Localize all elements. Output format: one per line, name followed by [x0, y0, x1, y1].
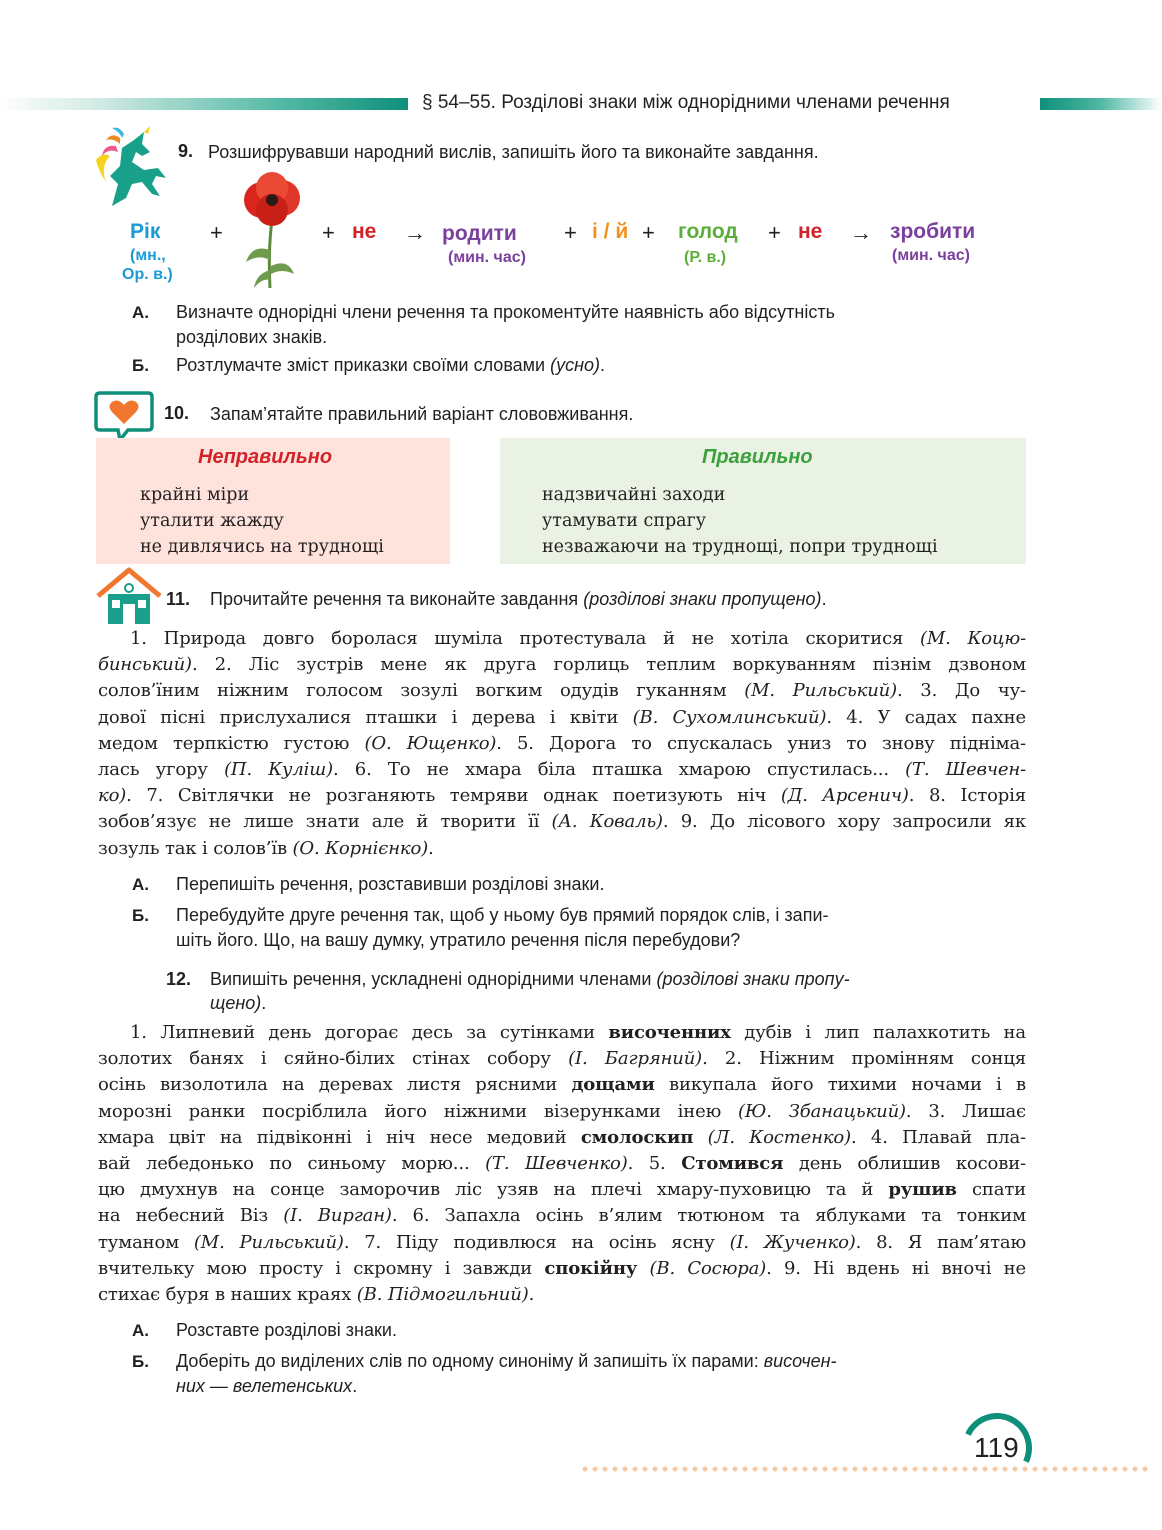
- highlighted-word: дощами: [571, 1074, 655, 1096]
- citation-author: (Т. Шевченко): [485, 1153, 628, 1175]
- sentence-text: вчительку мою просту і скромну і завжди: [98, 1257, 545, 1279]
- task-12-b-end: .: [352, 1376, 358, 1396]
- sentence-text: на небесний Віз: [98, 1205, 284, 1227]
- rebus-arrow-1: →: [404, 220, 426, 245]
- sentence-text: . 6. Запахла осінь в’ялим тютюном та яблуками та тонким: [391, 1205, 1026, 1227]
- header-bar-left: [0, 98, 408, 110]
- rebus-plus-4: +: [642, 220, 655, 245]
- task-12-italic-1: (розділові знаки пропу-: [656, 969, 850, 989]
- header-bar-right: [1040, 98, 1162, 110]
- wrong-usage-item: уталити жажду: [140, 511, 284, 531]
- citation-author: (А. Коваль): [551, 811, 663, 833]
- task-9-b-italic: (усно): [550, 355, 601, 375]
- rebus-plus-1: +: [210, 220, 223, 245]
- sentence-text: . 5. Дорога то спускалась униз то знову підніма-: [496, 732, 1026, 754]
- rebus-word-roditi: родити: [442, 222, 517, 245]
- citation-author: (М. Коцю-: [920, 628, 1026, 649]
- task-12-number: 12.: [166, 969, 192, 989]
- sentence-text: . 2. Ніжним промінням сонця: [702, 1048, 1026, 1070]
- sentence-text: . 7. Світлячки не розганяють темряви однак поетизують ніч: [126, 785, 781, 807]
- sentence-text: стихає буря в наших краях: [98, 1284, 357, 1306]
- sentence-text: зобов’язує не лише знати але й творити її: [98, 811, 552, 833]
- rebus-note-rik-1: (мн.,: [130, 247, 166, 264]
- rebus-i-y: і / й: [592, 220, 629, 243]
- task-9-a-letter: А.: [132, 303, 149, 322]
- text-line: [98, 1151, 1026, 1177]
- task-11-a-text: Перепишіть речення, розставивши розділові знаки.: [176, 874, 605, 894]
- footer-dotted-line: [580, 1465, 1150, 1473]
- sentence-text: хмара цвіт на підвіконні і ніч несе медовий: [98, 1126, 581, 1148]
- task-12-b-italic-1: височен-: [763, 1351, 837, 1371]
- sentence-text: медом терпкістю густою: [98, 732, 365, 754]
- task-11-heading: [210, 587, 827, 611]
- sentence-text: викупала його тихими ночами і в: [654, 1074, 1026, 1096]
- rebus-ne-2: не: [798, 220, 823, 243]
- task-11-a-letter: А.: [132, 875, 149, 894]
- sentence-text: 1. Липневий день догорає десь за сутінками: [130, 1022, 609, 1043]
- task-10-text: Запам’ятайте правильний варіант слововживання.: [210, 404, 634, 424]
- citation-author: (О. Корнієнко): [292, 837, 429, 859]
- text-line: [98, 1125, 1026, 1151]
- task-12-text: Випишіть речення, ускладнені однорідними членами: [210, 969, 652, 989]
- rebus-note-roditi: (мин. час): [448, 249, 526, 266]
- sentence-text: вай лебедонько по синьому морю...: [98, 1153, 486, 1175]
- text-line: [98, 652, 1026, 678]
- citation-author: бинський): [98, 654, 192, 676]
- sentence-text: . 5.: [627, 1153, 682, 1175]
- page-number: 119: [974, 1432, 1019, 1463]
- task-12-sentences: [98, 1020, 1026, 1308]
- citation-author: (Ю. Збанацький): [738, 1100, 906, 1122]
- wrong-usage-box: [96, 438, 450, 564]
- sentence-text: спати: [956, 1179, 1026, 1201]
- sentence-text: . 3. До чу-: [896, 680, 1026, 702]
- task-11-number: 11.: [166, 589, 191, 609]
- citation-author: (В. Сосюра): [649, 1257, 767, 1279]
- sentence-text: цю дмухнув на сонце заморочив ліс узяв на плечі хмару-пуховицю та й: [98, 1179, 889, 1201]
- sentence-text: солов’їним ніжним голосом зозулі вогким одудів гуканням: [98, 680, 745, 702]
- text-line: [98, 705, 1026, 731]
- sentence-text: . 4. Плавай пла-: [850, 1126, 1026, 1148]
- task-12-italic-2: щено): [210, 993, 262, 1013]
- sentence-text: лась угору: [98, 759, 225, 781]
- text-line: [98, 1020, 1026, 1046]
- text-line: [98, 731, 1026, 757]
- task-9-a-line-1: Визначте однорідні члени речення та прокоментуйте наявність або відсутність: [176, 302, 835, 322]
- sentence-text: .: [528, 1284, 535, 1306]
- task-9-number: 9.: [178, 141, 194, 161]
- rebus-note-golod: (Р. в.): [684, 249, 727, 266]
- highlighted-word: Стомився: [681, 1153, 784, 1175]
- sentence-text: . 7. Піду подивлюся на осінь ясну: [343, 1231, 730, 1253]
- task-11-b-letter: Б.: [132, 906, 149, 925]
- citation-author: (О. Ющенко): [364, 732, 497, 754]
- task-12-heading-line-2: [210, 991, 266, 1015]
- sentence-text: . 3. Лишає: [905, 1100, 1026, 1122]
- task-12-b-letter: Б.: [132, 1352, 149, 1371]
- task-11-italic: (розділові знаки пропущено): [583, 589, 822, 609]
- sentence-text: [693, 1127, 707, 1148]
- rebus-note-rik-2: Ор. в.): [122, 266, 173, 283]
- rebus-plus-5: +: [768, 220, 781, 245]
- rebus-word-zrobiti: зробити: [890, 220, 976, 243]
- citation-author: (М. Рильський): [744, 680, 897, 702]
- highlighted-word: рушив: [888, 1179, 957, 1201]
- right-usage-box: [500, 438, 1026, 564]
- right-usage-title: Правильно: [702, 446, 813, 468]
- text-line: [98, 1046, 1026, 1072]
- highlighted-word: спокійну: [544, 1257, 638, 1279]
- wrong-usage-item: не дивлячись на труднощі: [140, 537, 384, 557]
- task-11-sentences: [98, 626, 1026, 862]
- task-11-b-line-2: шіть його. Що, на вашу думку, утратило речення після перебудови?: [176, 930, 741, 950]
- sentence-text: [637, 1258, 649, 1279]
- citation-author: (Т. Шевчен-: [905, 759, 1027, 781]
- sentence-text: . 8. Я пам’ятаю: [855, 1231, 1027, 1253]
- task-9-b-line: [176, 353, 605, 378]
- right-usage-item: надзвичайні заходи: [542, 485, 726, 505]
- right-usage-item: незважаючи на труднощі, попри труднощі: [542, 537, 938, 557]
- sentence-text: . 4. У садах пахне: [826, 706, 1026, 728]
- rebus-ne-1: не: [352, 220, 377, 243]
- citation-author: (В. Сухомлинський): [632, 706, 827, 728]
- task-9-b-letter: Б.: [132, 356, 149, 375]
- sentence-text: . 9. До лісового хору запросили як: [662, 811, 1026, 833]
- citation-author: ко): [98, 785, 127, 807]
- citation-author: (І. Жученко): [729, 1231, 856, 1253]
- task-12-b-italic-2: них — велетенських: [176, 1376, 353, 1396]
- sentence-text: 1. Природа довго боролася шуміла протестувала й не хотіла скоритися: [130, 628, 920, 649]
- task-12-b-text: Доберіть до виділених слів по одному синоніму й запишіть їх парами:: [176, 1351, 759, 1371]
- sentence-text: дубів і лип палахкотить на: [730, 1022, 1026, 1043]
- sentence-text: . 9. Ні вдень ні вночі не: [766, 1257, 1027, 1279]
- text-line: [98, 757, 1026, 783]
- task-10-number: 10.: [164, 403, 190, 423]
- section-title: § 54–55. Розділові знаки між однорідними членами речення: [422, 92, 950, 113]
- text-line: [98, 1203, 1026, 1229]
- text-line: [98, 1230, 1026, 1256]
- wrong-usage-title: Неправильно: [198, 446, 333, 468]
- sentence-text: . 2. Ліс зустрів мене як друга горлиць теплим воркуванням пізнім дзвоном: [191, 654, 1026, 676]
- wrong-usage-item: крайні міри: [140, 485, 250, 505]
- task-11-end: .: [821, 589, 827, 609]
- task-9-text: Розшифрувавши народний вислів, запишіть його та виконайте завдання.: [208, 142, 819, 162]
- citation-author: (І. Вирган): [283, 1205, 392, 1227]
- citation-author: (В. Підмогильний): [356, 1284, 529, 1306]
- task-9-b-end: .: [600, 355, 606, 375]
- citation-author: (Л. Костенко): [707, 1126, 851, 1148]
- rebus-word-golod: голод: [678, 220, 738, 243]
- task-9-a-line-2: розділових знаків.: [176, 327, 328, 347]
- text-line: [98, 1177, 1026, 1203]
- task-11-b-line-1: Перебудуйте друге речення так, щоб у ньому був прямий порядок слів, і запи-: [176, 905, 829, 925]
- task-12-a-letter: А.: [132, 1321, 149, 1340]
- text-line: [98, 1099, 1026, 1125]
- text-line: [98, 783, 1026, 809]
- right-usage-item: утамувати спрагу: [542, 511, 707, 531]
- rebus-note-zrobiti: (мин. час): [892, 247, 970, 264]
- rebus-plus-2: +: [322, 220, 335, 245]
- sentence-text: дової пісні прислухалися пташки і дерева і квіти: [98, 706, 633, 728]
- poppy-flower-image: [238, 170, 308, 290]
- highlighted-word: смолоскип: [580, 1126, 694, 1148]
- task-9-b-text: Розтлумачте зміст приказки своїми словами: [176, 355, 546, 375]
- highlighted-word: височенних: [608, 1022, 731, 1043]
- sentence-text: туманом: [98, 1231, 194, 1253]
- sentence-text: золотих банях і сяйно-білих стінах собору: [98, 1048, 569, 1070]
- unicorn-icon: [92, 126, 172, 212]
- right-usage-list: [542, 482, 938, 560]
- heart-speech-bubble-icon: [94, 390, 154, 442]
- sentence-text: осінь визолотила на деревах листя рясними: [98, 1074, 572, 1096]
- task-12-b-line-2: [176, 1374, 357, 1399]
- citation-author: (М. Рильський): [193, 1231, 344, 1253]
- task-12-b-line-1: [176, 1349, 837, 1374]
- text-line: [98, 836, 1026, 862]
- sentence-text: . 6. То не хмара біла пташка хмарою спустилась...: [333, 759, 906, 781]
- text-line: [98, 626, 1026, 652]
- sentence-text: зозуль так і солов’їв: [98, 837, 293, 859]
- task-11-text: Прочитайте речення та виконайте завдання: [210, 589, 579, 609]
- citation-author: (І. Багряний): [568, 1048, 703, 1070]
- task-12-a-text: Розставте розділові знаки.: [176, 1320, 397, 1340]
- sentence-text: .: [428, 837, 434, 859]
- citation-author: (Д. Арсенич): [780, 785, 909, 807]
- wrong-usage-list: [140, 482, 384, 560]
- task-12-heading-line-1: [210, 967, 850, 991]
- rebus-word-rik: Рік: [130, 220, 161, 243]
- text-line: [98, 1072, 1026, 1098]
- task-12-end: .: [261, 993, 267, 1013]
- sentence-text: день облишив косови-: [783, 1153, 1026, 1175]
- text-line: [98, 809, 1026, 835]
- text-line: [98, 1256, 1026, 1282]
- text-line: [98, 1282, 1026, 1308]
- citation-author: (П. Куліш): [224, 759, 334, 781]
- house-icon: [94, 566, 164, 626]
- rebus-arrow-2: →: [850, 220, 872, 245]
- rebus-plus-3: +: [564, 220, 577, 245]
- sentence-text: . 8. Історія: [908, 785, 1026, 807]
- sentence-text: морозні ранки посріблила його ніжними візерунками інею: [98, 1100, 739, 1122]
- text-line: [98, 678, 1026, 704]
